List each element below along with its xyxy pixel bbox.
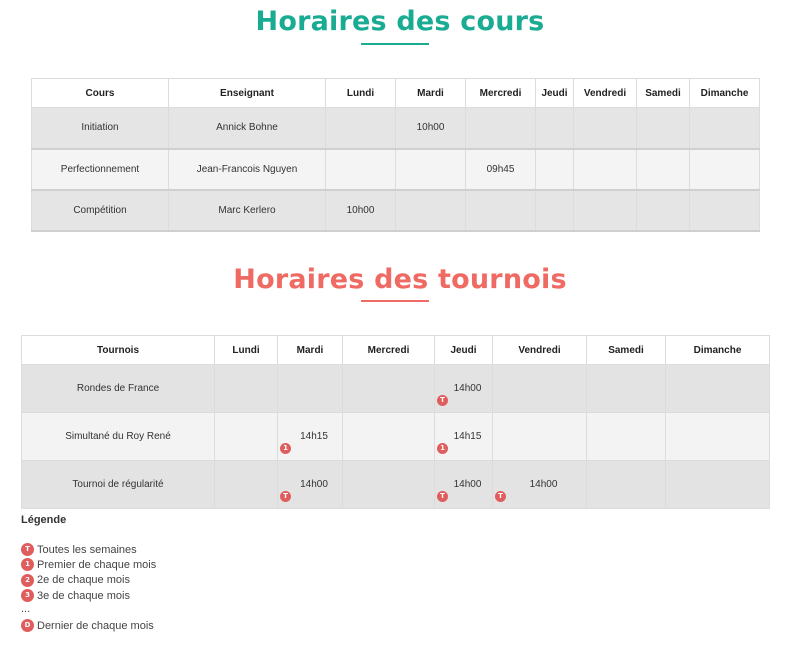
schedule-cell [278, 461, 343, 509]
tournament-name: Simultané du Roy René [22, 413, 215, 461]
cours-title-underline [361, 43, 429, 45]
tournois-title: Horaires des tournois [233, 264, 567, 295]
schedule-cell [278, 365, 343, 413]
cours-header-row [32, 79, 760, 108]
table-row [32, 149, 760, 190]
column-header: Dimanche [690, 79, 760, 108]
legend-label: Premier de chaque mois [37, 558, 157, 571]
table-row [22, 461, 770, 509]
schedule-cell [587, 413, 666, 461]
schedule-cell [690, 190, 760, 231]
slot-time: 14h15 [453, 431, 482, 442]
legend-title: Légende [21, 514, 67, 526]
schedule-cell [574, 149, 637, 190]
schedule-cell [666, 365, 770, 413]
column-header: Lundi [215, 336, 278, 365]
slot-time: 14h00 [300, 479, 328, 490]
column-header: Enseignant [169, 79, 326, 108]
tournament-name: Rondes de France [22, 365, 215, 413]
frequency-badge-icon: T [437, 395, 448, 406]
slot-time: 14h00 [453, 383, 482, 394]
legend-label: Toutes les semaines [37, 543, 137, 556]
schedule-cell: 09h45 [466, 149, 536, 190]
schedule-cell [466, 108, 536, 149]
schedule-cell [587, 461, 666, 509]
table-row [32, 108, 760, 149]
column-header: Mardi [396, 79, 466, 108]
schedule-cell [637, 149, 690, 190]
course-name: Compétition [32, 190, 169, 231]
schedule-slot [278, 431, 342, 442]
schedule-cell [215, 365, 278, 413]
course-name: Initiation [32, 108, 169, 149]
legend-item [21, 542, 156, 557]
frequency-badge-icon: T [495, 491, 506, 502]
schedule-cell [536, 190, 574, 231]
schedule-cell [435, 461, 493, 509]
column-header: Mardi [278, 336, 343, 365]
tournois-header-row [22, 336, 770, 365]
legend-label: 3e de chaque mois [37, 589, 130, 602]
column-header: Samedi [637, 79, 690, 108]
legend-ellipsis: ... [21, 603, 31, 616]
frequency-badge-icon: 1 [437, 443, 448, 454]
schedule-cell [587, 365, 666, 413]
schedule-cell [666, 413, 770, 461]
schedule-cell [690, 149, 760, 190]
legend-badge-icon: 3 [21, 589, 34, 602]
column-header: Lundi [326, 79, 396, 108]
cours-title: Horaires des cours [255, 6, 545, 37]
schedule-cell [466, 190, 536, 231]
tournament-name: Tournoi de régularité [22, 461, 215, 509]
schedule-cell [637, 190, 690, 231]
schedule-slot [435, 479, 492, 490]
slot-time: 14h00 [453, 479, 482, 490]
course-name: Perfectionnement [32, 149, 169, 190]
tournois-table [21, 335, 770, 509]
schedule-cell [396, 149, 466, 190]
schedule-cell [435, 365, 493, 413]
column-header: Dimanche [666, 336, 770, 365]
column-header: Tournois [22, 336, 215, 365]
frequency-badge-icon: 1 [280, 443, 291, 454]
schedule-slot [435, 431, 492, 442]
slot-time: 14h00 [529, 479, 558, 490]
frequency-badge-icon: T [437, 491, 448, 502]
frequency-badge-icon: T [280, 491, 291, 502]
schedule-slot [435, 383, 492, 394]
legend-label: Dernier de chaque mois [37, 619, 154, 632]
legend-badge-icon: T [21, 543, 34, 556]
schedule-cell [343, 413, 435, 461]
schedule-cell [435, 413, 493, 461]
teacher-name: Annick Bohne [169, 108, 326, 149]
table-row [22, 413, 770, 461]
schedule-cell [215, 461, 278, 509]
column-header: Samedi [587, 336, 666, 365]
cours-table [31, 78, 760, 232]
legend-badge-icon: 1 [21, 558, 34, 571]
slot-time: 14h15 [300, 431, 328, 442]
schedule-cell [493, 413, 587, 461]
legend-label: 2e de chaque mois [37, 574, 130, 587]
schedule-cell [215, 413, 278, 461]
schedule-cell [493, 461, 587, 509]
teacher-name: Marc Kerlero [169, 190, 326, 231]
schedule-cell [493, 365, 587, 413]
legend-item [21, 557, 156, 572]
column-header: Cours [32, 79, 169, 108]
schedule-cell [574, 190, 637, 231]
schedule-cell [574, 108, 637, 149]
teacher-name: Jean-Francois Nguyen [169, 149, 326, 190]
legend [21, 514, 156, 633]
schedule-slot [278, 479, 342, 490]
schedule-cell [343, 461, 435, 509]
schedule-slot [493, 479, 586, 490]
schedule-cell [666, 461, 770, 509]
tournois-title-underline [361, 300, 429, 302]
column-header: Mercredi [343, 336, 435, 365]
legend-badge-icon: 2 [21, 574, 34, 587]
schedule-cell: 10h00 [326, 190, 396, 231]
column-header: Jeudi [536, 79, 574, 108]
column-header: Mercredi [466, 79, 536, 108]
schedule-cell: 10h00 [396, 108, 466, 149]
schedule-cell [326, 149, 396, 190]
schedule-cell [278, 413, 343, 461]
column-header: Jeudi [435, 336, 493, 365]
schedule-cell [637, 108, 690, 149]
schedule-cell [396, 190, 466, 231]
column-header: Vendredi [574, 79, 637, 108]
legend-item [21, 588, 156, 603]
legend-item [21, 573, 156, 588]
table-row [32, 190, 760, 231]
schedule-cell [343, 365, 435, 413]
schedule-cell [326, 108, 396, 149]
schedule-cell [536, 108, 574, 149]
legend-badge-icon: D [21, 619, 34, 632]
column-header: Vendredi [493, 336, 587, 365]
table-row [22, 365, 770, 413]
schedule-cell [690, 108, 760, 149]
legend-item [21, 618, 156, 633]
schedule-cell [536, 149, 574, 190]
